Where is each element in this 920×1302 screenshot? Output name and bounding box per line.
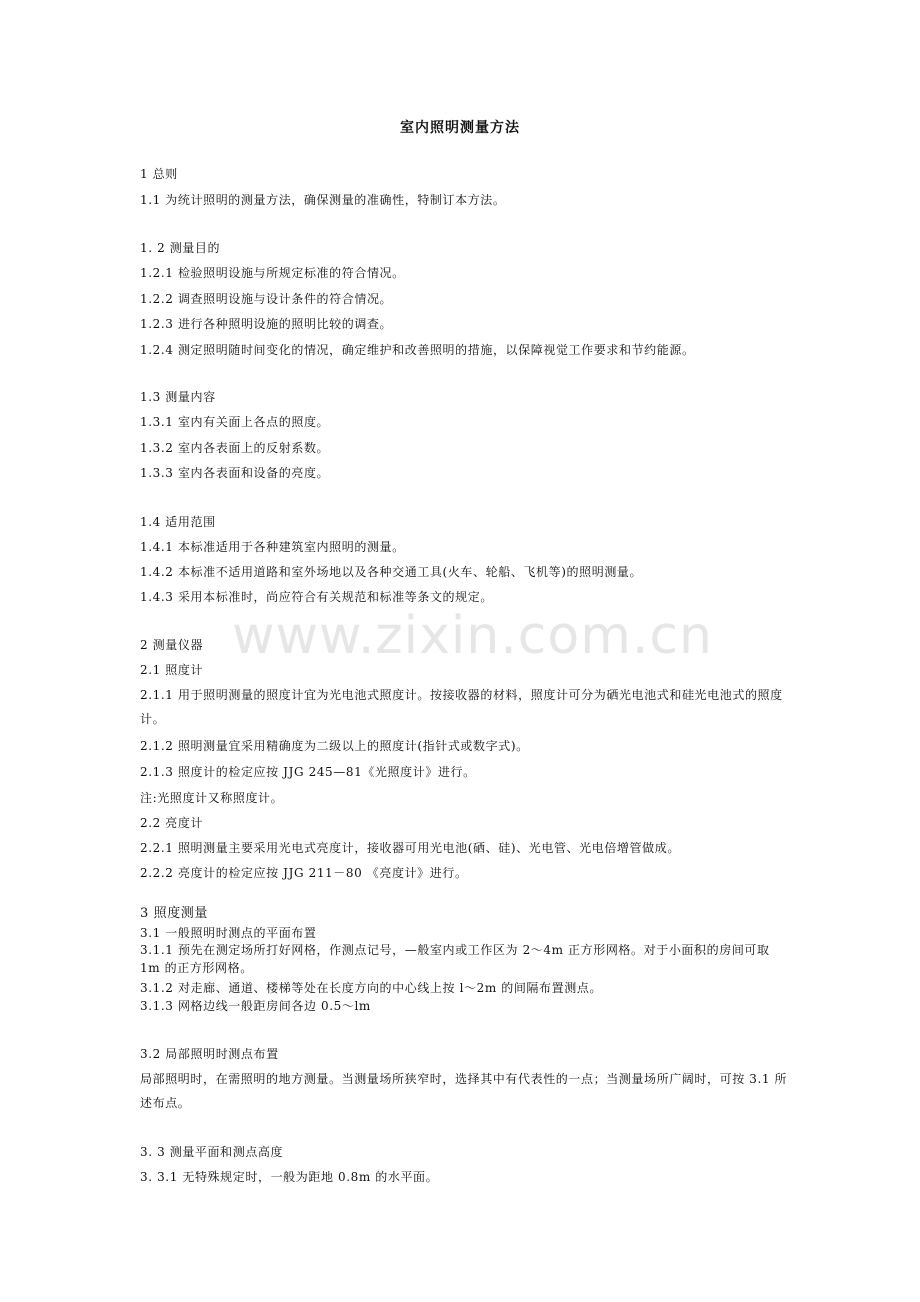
section-3-heading: 3 照度测量 <box>140 906 209 921</box>
paragraph-1-2-3: 1.2.3 进行各种照明设施的照明比较的调查。 <box>140 317 393 331</box>
paragraph-3-1-3: 3.1.3 网格边线一般距房间各边 0.5～lm <box>140 999 371 1013</box>
paragraph-3-2: 局部照明时，在需照明的地方测量。当测量场所狭窄时，选择其中有代表性的一点；当测量场所广阔时，可按 3.1 所述布点。 <box>140 1072 788 1110</box>
paragraph-3-3-1: 3. 3.1 无特殊规定时，一般为距地 0.8m 的水平面。 <box>140 1170 439 1184</box>
paragraph-2-2-1: 2.2.1 照明测量主要采用光电式亮度计，接收器可用光电池(硒、硅)、光电管、光电倍增管做成。 <box>140 841 680 855</box>
paragraph-1-1: 1.1 为统计照明的测量方法，确保测量的准确性，特制订本方法。 <box>140 193 506 207</box>
section-3-3-heading: 3. 3 测量平面和测点高度 <box>140 1145 284 1159</box>
section-1-heading: 1 总则 <box>140 167 178 181</box>
watermark: www.zixin.com.cn <box>232 606 713 666</box>
paragraph-1-2-4: 1.2.4 测定照明随时间变化的情况，确定维护和改善照明的措施，以保障视觉工作要求和节约能源。 <box>140 343 695 357</box>
paragraph-1-3-3: 1.3.3 室内各表面和设备的亮度。 <box>140 466 330 480</box>
paragraph-2-1-2: 2.1.2 照明测量宜采用精确度为二级以上的照度计(指针式或数字式)。 <box>140 739 529 753</box>
page-title: 室内照明测量方法 <box>400 120 520 136</box>
paragraph-1-4-3: 1.4.3 采用本标准时，尚应符合有关规范和标准等条文的规定。 <box>140 590 493 604</box>
section-3-1-heading: 3.1 一般照明时测点的平面布置 <box>140 926 317 940</box>
paragraph-3-1-2: 3.1.2 对走廊、通道、楼梯等处在长度方向的中心线上按 l～2m 的间隔布置测点。 <box>140 981 603 995</box>
paragraph-1-3-2: 1.3.2 室内各表面上的反射系数。 <box>140 441 330 455</box>
section-1-3-heading: 1.3 测量内容 <box>140 390 216 404</box>
paragraph-2-1-3: 2.1.3 照度计的检定应按 JJG 245—81《光照度计》进行。 <box>140 765 476 779</box>
section-2-heading: 2 测量仪器 <box>140 638 204 652</box>
section-3-2-heading: 3.2 局部照明时测点布置 <box>140 1047 279 1061</box>
section-1-2-heading: 1. 2 测量目的 <box>140 241 221 255</box>
section-2-1-heading: 2.1 照度计 <box>140 663 204 677</box>
section-1-4-heading: 1.4 适用范围 <box>140 515 216 529</box>
section-2-2-heading: 2.2 亮度计 <box>140 816 204 830</box>
paragraph-1-4-2: 1.4.2 本标准不适用道路和室外场地以及各种交通工具(火车、轮船、飞机等)的照明测量。 <box>140 565 643 579</box>
paragraph-3-1-1: 3.1.1 预先在测定场所打好网格，作测点记号，—般室内或工作区为 2～4m 正方形网格。对于小面积的房间可取 1m 的正方形网格。 <box>140 943 770 975</box>
paragraph-1-2-1: 1.2.1 检验照明设施与所规定标准的符合情况。 <box>140 266 405 280</box>
note-2-1: 注:光照度计又称照度计。 <box>140 791 284 805</box>
paragraph-1-2-2: 1.2.2 调查照明设施与设计条件的符合情况。 <box>140 292 393 306</box>
paragraph-1-3-1: 1.3.1 室内有关面上各点的照度。 <box>140 415 330 429</box>
paragraph-2-2-2: 2.2.2 亮度计的检定应按 JJG 211－80 《亮度计》进行。 <box>140 866 468 880</box>
paragraph-2-1-1: 2.1.1 用于照明测量的照度计宜为光电池式照度计。按接收器的材料，照度计可分为硒光电池式和硅光电池式的照度计。 <box>140 688 783 726</box>
paragraph-1-4-1: 1.4.1 本标准适用于各种建筑室内照明的测量。 <box>140 540 405 554</box>
